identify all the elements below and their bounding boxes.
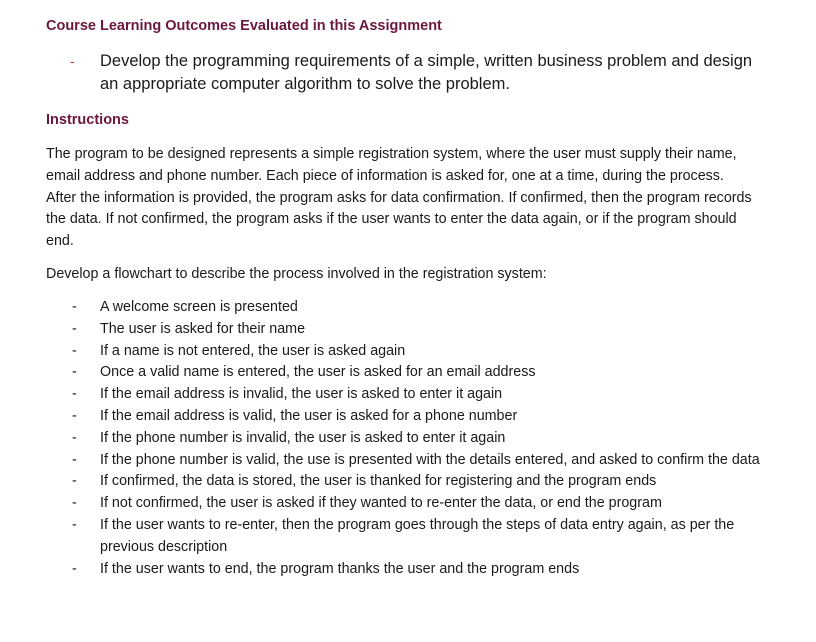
step-item	[46, 362, 762, 384]
step-text: Once a valid name is entered, the user is asked for an email address	[100, 364, 536, 381]
bullet-dash: -	[70, 53, 75, 69]
bullet-dash: -	[72, 386, 77, 403]
bullet-dash: -	[72, 495, 77, 512]
outcomes-heading: Course Learning Outcomes Evaluated in this Assignment	[46, 18, 442, 34]
step-item	[46, 297, 762, 319]
step-text: A welcome screen is presented	[100, 299, 298, 315]
step-text: The user is asked for their name	[100, 320, 306, 337]
flowchart-intro: Develop a flowchart to describe the process involved in the registration system:	[46, 266, 547, 282]
bullet-dash: -	[72, 560, 77, 577]
step-item	[46, 428, 762, 450]
bullet-dash: -	[72, 516, 77, 533]
step-item	[46, 406, 762, 428]
outcome-item-text: Develop the programming requirements of a simple, written business problem and design an appropriate computer algorithm to solve the problem.	[100, 52, 753, 93]
bullet-dash: -	[72, 407, 77, 424]
outcomes-list	[46, 50, 766, 96]
step-text: If the phone number is valid, the use is presented with the details entered, and asked to confirm the data	[100, 451, 760, 468]
outcome-item	[46, 50, 766, 96]
step-text: If the email address is valid, the user is asked for a phone number	[100, 407, 518, 424]
step-text: If confirmed, the data is stored, the user is thanked for registering and the program ends	[100, 473, 657, 490]
step-text: If the email address is invalid, the user is asked to enter it again	[100, 386, 503, 403]
bullet-dash: -	[72, 473, 77, 490]
bullet-dash: -	[72, 364, 77, 381]
bullet-dash: -	[72, 342, 77, 359]
step-text: If a name is not entered, the user is asked again	[100, 342, 406, 359]
step-item	[46, 559, 762, 581]
steps-list	[46, 297, 762, 580]
instructions-heading: Instructions	[46, 112, 129, 128]
bullet-dash: -	[72, 429, 77, 446]
step-text: If the phone number is invalid, the user is asked to enter it again	[100, 429, 506, 446]
step-text: If not confirmed, the user is asked if they wanted to re-enter the data, or end the program	[100, 495, 662, 512]
bullet-dash: -	[72, 299, 77, 315]
step-item	[46, 319, 762, 341]
bullet-dash: -	[72, 320, 77, 337]
step-item	[46, 471, 762, 493]
step-text: If the user wants to end, the program thanks the user and the program ends	[100, 560, 580, 577]
step-item	[46, 450, 762, 472]
step-item	[46, 515, 762, 559]
step-item	[46, 384, 762, 406]
step-text: If the user wants to re-enter, then the program goes through the steps of data entry again, as per the previous description	[100, 516, 735, 555]
instructions-description: The program to be designed represents a simple registration system, where the user must supply their name, email address and phone number. Each piece of information is asked for, one at a time, during the process. After the information is provided, the program asks for data confirmation. If confirmed, then the program records the data. If not confirmed, the program asks if the user wants to enter the data again, or if the program should end.	[46, 146, 752, 250]
step-item	[46, 493, 762, 515]
step-item	[46, 341, 762, 363]
bullet-dash: -	[72, 451, 77, 468]
